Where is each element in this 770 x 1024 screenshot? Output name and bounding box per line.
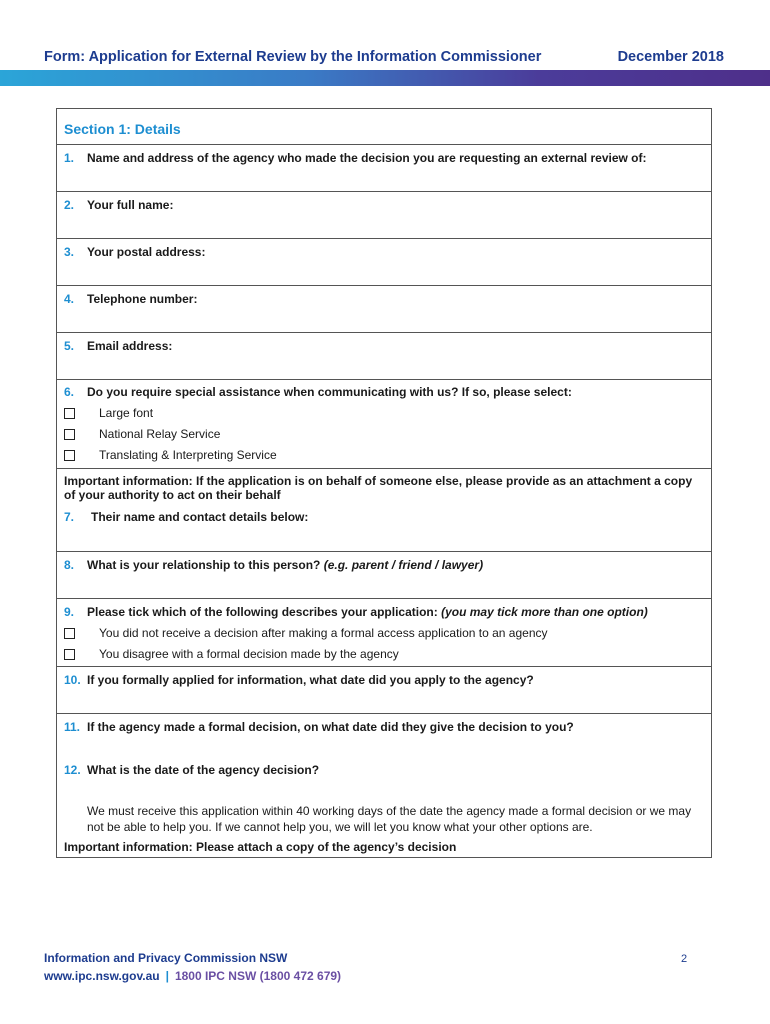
question-4: 4. Telephone number: [64,292,198,306]
question-8-row[interactable] [57,552,711,599]
question-7-row[interactable] [57,469,711,552]
question-3-row[interactable] [57,239,711,286]
question-12: 12. What is the date of the agency decision? [64,763,320,777]
question-11-12-row[interactable] [57,714,711,857]
option-no-decision[interactable]: You did not receive a decision after making a formal access application to an agency [64,626,548,640]
form-date: December 2018 [617,49,724,65]
checkbox-large-font[interactable] [64,408,75,419]
footer-website-link[interactable]: www.ipc.nsw.gov.au [44,969,160,983]
question-11: 11. If the agency made a formal decision, on what date did they give the decision to you? [64,720,574,734]
option-disagree[interactable]: You disagree with a formal decision made by the agency [64,647,399,661]
question-5-row[interactable] [57,333,711,380]
footer-phone: 1800 IPC NSW (1800 472 679) [174,969,342,983]
question-9: 9. Please tick which of the following describes your application: (you may tick more than one option) [64,605,648,619]
question-1: 1. Name and address of the agency who made the decision you are requesting an external review of: [64,151,647,165]
question-10: 10. If you formally applied for information, what date did you apply to the agency? [64,673,534,687]
deadline-note: We must receive this application within 40 working days of the date the agency made a formal decision or we may not be able to help you. If we cannot help you, we will let you know what your other options are. [87,804,692,834]
footer-contact [44,969,341,983]
option-translating[interactable]: Translating & Interpreting Service [64,448,277,462]
question-6-row [57,380,711,469]
page-number: 2 [681,953,688,965]
section-title: Section 1: Details [64,121,181,137]
option-national-relay[interactable]: National Relay Service [64,427,220,441]
page-header [44,49,724,65]
important-attach-note: Important information: Please attach a copy of the agency’s decision [64,840,457,854]
checkbox-national-relay[interactable] [64,429,75,440]
header-gradient-bar [0,70,770,86]
option-large-font[interactable]: Large font [64,406,153,420]
footer-separator: | [165,969,169,983]
question-4-row[interactable] [57,286,711,333]
checkbox-no-decision[interactable] [64,628,75,639]
question-2-row[interactable] [57,192,711,239]
question-2: 2. Your full name: [64,198,174,212]
checkbox-translating[interactable] [64,450,75,461]
checkbox-disagree[interactable] [64,649,75,660]
important-behalf-note: Important information: If the application is on behalf of someone else, please provide as an attachment a copy of your authority to act on their behalf [64,474,693,502]
question-6: 6. Do you require special assistance when communicating with us? If so, please select: [64,385,572,399]
question-10-row[interactable] [57,667,711,714]
footer-org: Information and Privacy Commission NSW [44,951,288,965]
section-1-box [56,108,712,858]
question-8: 8. What is your relationship to this person? (e.g. parent / friend / lawyer) [64,558,484,572]
form-title: Form: Application for External Review by the Information Commissioner [44,49,542,65]
question-1-row[interactable] [57,145,711,192]
section-header [57,109,711,145]
question-9-row [57,599,711,667]
question-7: 7. Their name and contact details below: [64,510,309,524]
question-5: 5. Email address: [64,339,173,353]
question-3: 3. Your postal address: [64,245,206,259]
